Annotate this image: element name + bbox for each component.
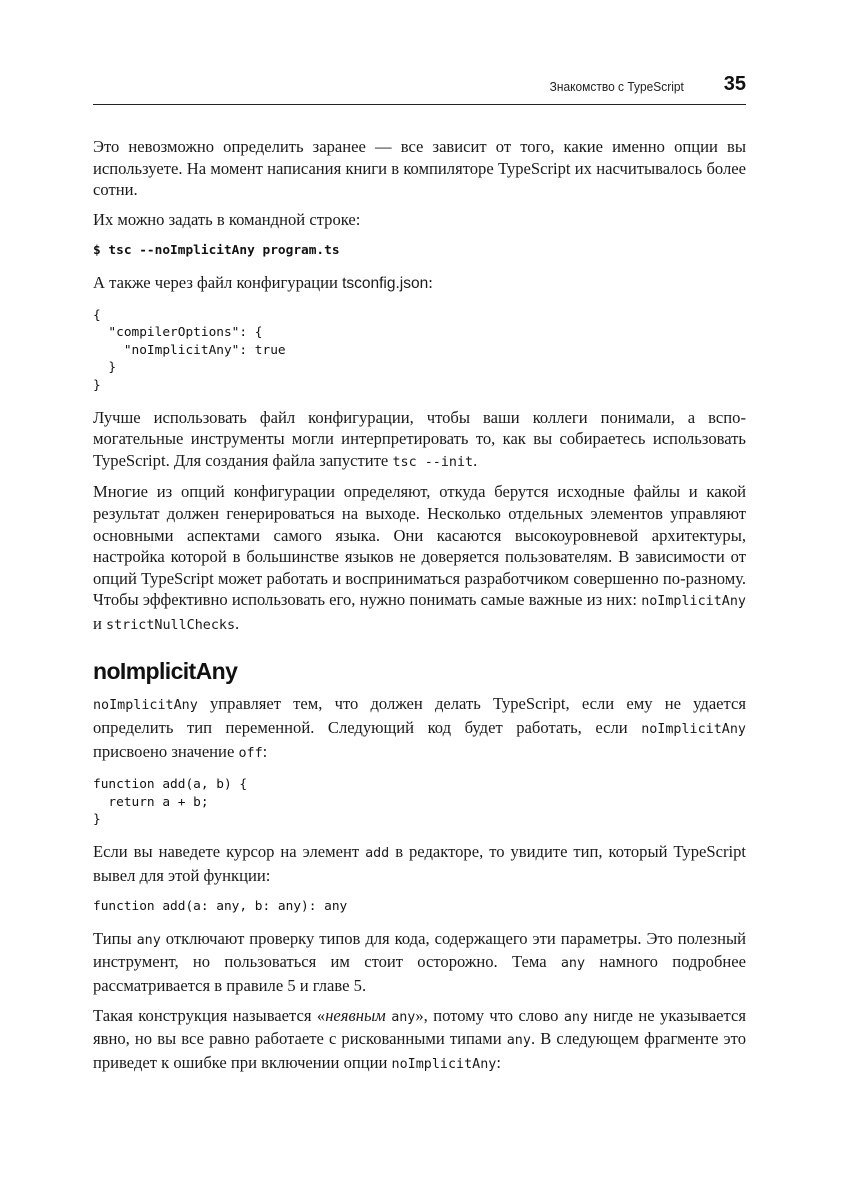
paragraph: Лучше использовать файл конфигурации, чтобы ваши коллеги понимали, а вспомогательные инструменты могли интерпретировать то, как вы собираетесь использовать TypeScript. Для создания файла запустите tsc --init. — [93, 407, 746, 470]
paragraph: Их можно задать в командной строке: — [93, 209, 361, 229]
inline-code: any — [563, 1009, 589, 1025]
paragraph: Типы any отключают проверку типов для кода, содержащего эти параметры. Это полезный инструмент, но пользоваться им стоит осторожно. Тема any намного подробнее рассматривается в правиле 5 и главе 5. — [93, 928, 746, 995]
inline-code: noImplicitAny — [641, 594, 746, 610]
section-heading: noImplicitAny — [93, 658, 238, 685]
code-block-command: $ tsc --noImplicitAny program.ts — [93, 243, 340, 259]
code-block-config: { "compilerOptions": { "noImplicitAny": true } } — [93, 307, 286, 393]
running-header — [93, 70, 746, 105]
inline-code: noImplicitAny — [641, 722, 746, 738]
page-number: 35 — [723, 73, 746, 95]
code-block-signature: function add(a: any, b: any): any — [93, 899, 348, 915]
paragraph: Это невозможно определить заранее — все зависит от того, какие именно опции вы используете. На момент написания книги в компиляторе TypeScript их насчитывалось более сотни. — [93, 137, 746, 200]
paragraph: noImplicitAny управляет тем, что должен делать TypeScript, если ему не удается определить тип переменной. Следующий код будет работать, если noImplicitAny присвоено значение off: — [93, 694, 746, 761]
paragraph: А также через файл конфигурации tsconfig.json: — [93, 272, 433, 292]
inline-code: any — [136, 932, 161, 948]
inline-code: noImplicitAny — [391, 1056, 497, 1072]
paragraph: Если вы наведете курсор на элемент add в редакторе, то увидите тип, который TypeScript вывел для этой функции: — [93, 842, 747, 885]
inline-code: any — [560, 956, 586, 972]
inline-code: off — [238, 745, 263, 761]
paragraph: Многие из опций конфигурации определяют, откуда берутся исходные файлы и какой результат должен генерироваться на выходе. Несколько отдельных элементов управляют основными аспектами самого языка. Они касаются высокоуровневой архитектуры, настройка которой в большинстве языков не доверяется пользователям. В зависимости от опций TypeScript может работать и восприниматься разработчиком совершенно по-разному. Чтобы эффективно использовать его, нужно понимать самые важные из них: noImplicitAny и strictNullChecks. — [93, 482, 746, 633]
inline-code: any — [391, 1009, 416, 1025]
filename: tsconfig.json — [342, 274, 429, 292]
inline-code: tsc --init — [392, 454, 474, 470]
chapter-title: Знакомство с TypeScript — [549, 79, 684, 94]
inline-code: any — [506, 1033, 531, 1049]
inline-code: strictNullChecks — [106, 617, 236, 633]
page-body — [93, 136, 746, 1083]
paragraph: Такая конструкция называется «неявным any», потому что слово any нигде не указывается явно, но вы все равно работаете с рискованными типами any. В следующем фрагменте это приведет к ошибке при включении опции noImplicitAny: — [93, 1005, 747, 1072]
code-block-function: function add(a, b) { return a + b; } — [93, 777, 248, 828]
inline-code: add — [365, 846, 390, 862]
inline-code: noImplicitAny — [93, 698, 198, 714]
